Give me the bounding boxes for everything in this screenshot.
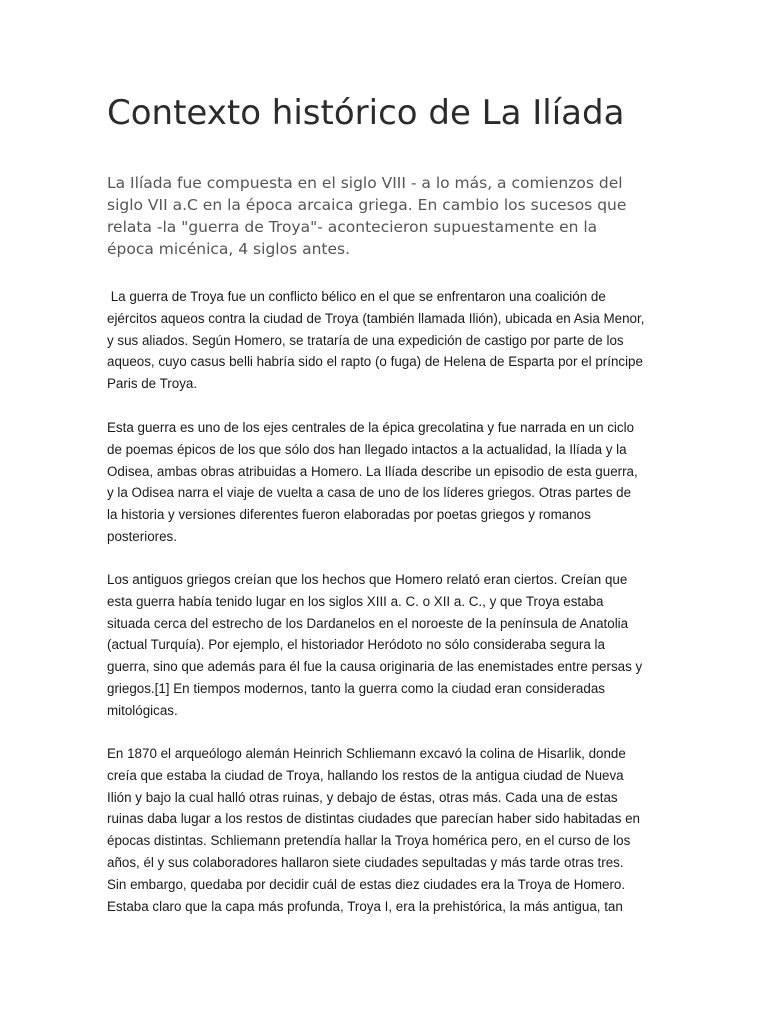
text-line: Odisea, ambas obras atribuidas a Homero. La Ilíada describe un episodio de esta guerra, — [107, 463, 638, 479]
body-paragraph — [107, 569, 667, 722]
text-line: situada cerca del estrecho de los Dardanelos en el noroeste de la península de Anatolia — [107, 615, 629, 631]
body-paragraph — [107, 417, 667, 548]
text-line: y la Odisea narra el viaje de vuelta a casa de uno de los líderes griegos. Otras partes de — [107, 485, 632, 501]
text-line: griegos.[1] En tiempos modernos, tanto la guerra como la ciudad eran consideradas — [107, 680, 605, 696]
text-line: Estaba claro que la capa más profunda, Troya I, era la prehistórica, la más antigua, tan — [107, 898, 623, 914]
text-line: años, él y sus colaboradores hallaron siete ciudades sepultadas y más tarde otras tres. — [107, 854, 624, 870]
text-line: ejércitos aqueos contra la ciudad de Troya (también llamada Ilión), ubicada en Asia Menor, — [107, 310, 645, 326]
body-paragraph — [107, 286, 667, 395]
text-line: Paris de Troya. — [107, 376, 198, 392]
text-line: En 1870 el arqueólogo alemán Heinrich Schliemann excavó la colina de Hisarlik, donde — [107, 746, 626, 761]
text-line: aqueos, cuyo casus belli habría sido el rapto (o fuga) de Helena de Esparta por el príncipe — [107, 354, 643, 370]
text-line: épocas distintas. Schliemann pretendía hallar la Troya homérica pero, en el curso de los — [107, 833, 631, 849]
lead-paragraph — [107, 172, 667, 260]
text-line: posteriores. — [107, 528, 177, 544]
text-line: esta guerra había tenido lugar en los siglos XIII a. C. o XII a. C., y que Troya estaba — [107, 593, 604, 609]
text-line: de poemas épicos de los que sólo dos han llegado intactos a la actualidad, la Ilíada y la — [107, 441, 627, 457]
text-line: Sin embargo, quedaba por decidir cuál de estas diez ciudades era la Troya de Homero. — [107, 876, 626, 892]
lead-line: relata -la "guerra de Troya"- acontecieron supuestamente en la — [107, 218, 598, 236]
body-paragraph — [107, 743, 667, 917]
text-line: La guerra de Troya fue un conflicto bélico en el que se enfrentaron una coalición de — [107, 289, 606, 304]
lead-line: La Ilíada fue compuesta en el siglo VIII - a lo más, a comienzos del — [107, 174, 623, 192]
page-title: Contexto histórico de La Ilíada — [107, 93, 625, 133]
text-line: y sus aliados. Según Homero, se trataría de una expedición de castigo por parte de los — [107, 332, 624, 348]
text-line: mitológicas. — [107, 702, 178, 718]
text-line: la historia y versiones diferentes fueron elaboradas por poetas griegos y romanos — [107, 507, 591, 523]
text-line: Los antiguos griegos creían que los hechos que Homero relató eran ciertos. Creían que — [107, 572, 628, 587]
text-line: Ilión y bajo la cual halló otras ruinas, y debajo de éstas, otras más. Cada una de estas — [107, 789, 618, 805]
lead-line: época micénica, 4 siglos antes. — [107, 240, 351, 258]
text-line: creía que estaba la ciudad de Troya, hallando los restos de la antigua ciudad de Nueva — [107, 767, 624, 783]
text-line: ruinas daba lugar a los restos de distintas ciudades que parecían haber sido habitadas en — [107, 811, 641, 827]
text-line: guerra, sino que además para él fue la causa originaria de las enemistades entre persas y — [107, 659, 643, 675]
lead-line: siglo VII a.C en la época arcaica griega. En cambio los sucesos que — [107, 196, 627, 214]
text-line: Esta guerra es uno de los ejes centrales de la épica grecolatina y fue narrada en un ciclo — [107, 420, 635, 435]
text-line: (actual Turquía). Por ejemplo, el historiador Heródoto no sólo consideraba segura la — [107, 637, 605, 653]
